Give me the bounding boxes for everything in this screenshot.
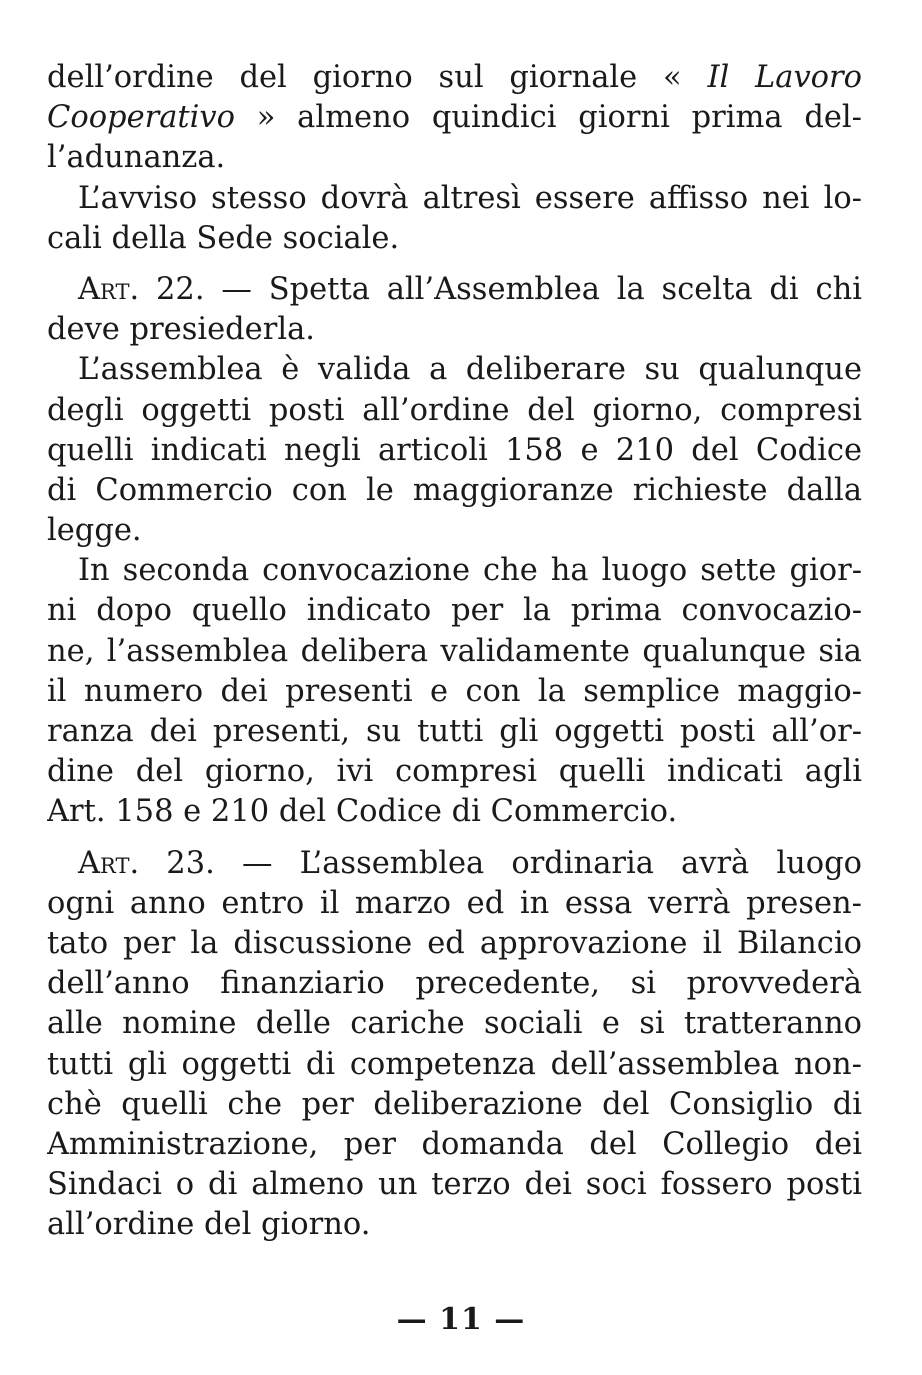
article-23 bbox=[47, 844, 862, 1246]
text-line: l’adunanza. bbox=[47, 140, 226, 176]
text-line: Sindaci o di almeno un terzo dei soci fossero posti bbox=[47, 1167, 862, 1203]
text-line: L’avviso stesso dovrà altresì essere affisso nei lo- bbox=[78, 180, 862, 216]
text-line: Cooperativo » almeno quindici giorni prima del- bbox=[47, 100, 862, 136]
text-line: dine del giorno, ivi compresi quelli indicati agli bbox=[47, 754, 862, 790]
text-line: il numero dei presenti e con la semplice maggio- bbox=[47, 673, 862, 709]
text-line: Art. 22. — Spetta all’Assemblea la scelta di chi bbox=[78, 271, 862, 307]
text-line: Art. 23. — L’assemblea ordinaria avrà luogo bbox=[78, 845, 862, 881]
text-line: ogni anno entro il marzo ed in essa verrà presen- bbox=[47, 885, 862, 921]
text-line: ranza dei presenti, su tutti gli oggetti posti all’or- bbox=[47, 714, 862, 749]
journal-title: Il Lavoro bbox=[707, 60, 862, 95]
article-number: . 22. bbox=[129, 271, 205, 307]
journal-title: Cooperativo bbox=[47, 100, 236, 136]
paragraph bbox=[47, 58, 862, 179]
text-line: all’ordine del giorno. bbox=[47, 1207, 371, 1243]
text-line: quelli indicati negli articoli 158 e 210 del Codice bbox=[47, 432, 862, 468]
text-line: ni dopo quello indicato per la prima convocazio- bbox=[47, 593, 862, 629]
text-line: cali della Sede sociale. bbox=[47, 220, 400, 256]
article-label: Art bbox=[78, 271, 130, 307]
text-line: In seconda convocazione che ha luogo sette gior- bbox=[78, 553, 862, 589]
article-number: . 23. bbox=[129, 845, 215, 881]
text-line: ne, l’assemblea delibera validamente qualunque sia bbox=[47, 633, 862, 669]
page-number: — 11 — bbox=[396, 1302, 526, 1337]
text-line: tato per la discussione ed approvazione il Bilancio bbox=[47, 925, 862, 961]
text-line: degli oggetti posti all’ordine del giorno, compresi bbox=[47, 392, 862, 428]
text-line: Art. 158 e 210 del Codice di Commercio. bbox=[47, 794, 678, 830]
paragraph bbox=[47, 350, 862, 551]
text-line: deve presiederla. bbox=[47, 312, 315, 348]
paragraph bbox=[47, 551, 862, 832]
article-label: Art bbox=[78, 845, 130, 881]
text-line: L’assemblea è valida a deliberare su qualunque bbox=[78, 352, 862, 388]
text-line: Amministrazione, per domanda del Collegio dei bbox=[47, 1126, 862, 1162]
text-line: alle nomine delle cariche sociali e si tratteranno bbox=[47, 1006, 862, 1042]
article-22 bbox=[47, 270, 862, 350]
text-line: legge. bbox=[47, 513, 142, 549]
paragraph bbox=[47, 179, 862, 259]
text-line: dell’anno finanziario precedente, si provvederà bbox=[47, 966, 862, 1002]
text-line: tutti gli oggetti di competenza dell’assemblea non- bbox=[47, 1046, 862, 1082]
text-line: dell’ordine del giorno sul giornale « Il Lavoro bbox=[47, 60, 862, 95]
text-line: chè quelli che per deliberazione del Consiglio di bbox=[47, 1086, 862, 1122]
text-line: di Commercio con le maggioranze richieste dalla bbox=[47, 472, 862, 508]
document-page bbox=[47, 58, 862, 1245]
